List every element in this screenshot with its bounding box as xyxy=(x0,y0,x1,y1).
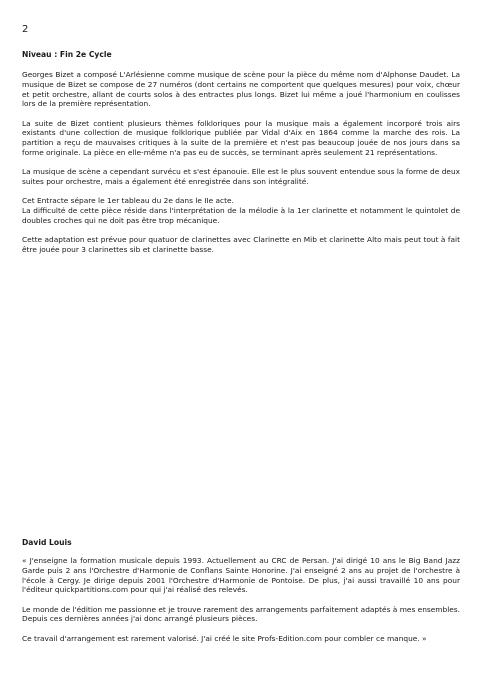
bio-paragraph-career: « J'enseigne la formation musicale depuis 1993. Actuellement au CRC de Persan. J'ai dirigé 10 ans le Big Band Jazz Garde puis 2 ans l'Orchestre d'Harmonie de Conflans Sainte Honorine. J'ai enseigné 2 ans au projet de l'orchestre à l'école à Cergy. Je dirige depuis 2001 l'Orchestre d'Harmonie de Pontoise. De plus, j'ai aussi travaillé 10 ans pour l'éditeur quickpartitions.com pour qui j'ai réalisé des relevés. xyxy=(22,556,460,595)
paragraph-suite: La suite de Bizet contient plusieurs thèmes folkloriques pour la musique mais a également incorporé trois airs existants d'une collection de musique folklorique publiée par Vidal d'Aix en 1864 comme la marche des rois. La partition a reçu de mauvaises critiques à la suite de la première et n'est pas beaucoup jouée de nos jours dans sa forme originale. La pièce en elle-même n'a pas eu de succès, se terminant après seulement 21 représentations. xyxy=(22,118,460,158)
paragraph-survival: La musique de scène a cependant survécu et s'est épanouie. Elle est le plus souvent entendue sous la forme de deux suites pour orchestre, mais a également été enregistrée dans son intégralité. xyxy=(22,167,460,187)
description-body xyxy=(22,70,460,264)
author-bio xyxy=(22,556,460,653)
page-number: 2 xyxy=(22,24,29,35)
paragraph-intro: Georges Bizet a composé L'Arlésienne comme musique de scène pour la pièce du même nom d'Alphonse Daudet. La musique de Bizet se compose de 27 numéros (dont certains ne comportent que quelques mesures) pour voix, chœur et petit orchestre, allant de courts solos à des entractes plus longs. Bizet lui même a joué l'harmonium en coulisses lors de la première représentation. xyxy=(22,70,460,109)
level-heading: Niveau : Fin 2e Cycle xyxy=(22,50,112,59)
paragraph-entracte: Cet Entracte sépare le 1er tableau du 2e dans le IIe acte. La difficulté de cette pièce réside dans l'interprétation de la mélodie à la 1er clarinette et notamment le quintolet de doubles croches qui ne doit pas être trop mécanique. xyxy=(22,196,460,226)
bio-paragraph-site: Ce travail d'arrangement est rarement valorisé. J'ai créé le site Profs-Edition.com pour combler ce manque. » xyxy=(22,633,427,643)
author-name: David Louis xyxy=(22,538,72,547)
paragraph-adaptation: Cette adaptation est prévue pour quatuor de clarinettes avec Clarinette en Mib et clarinette Alto mais peut tout à fait être jouée pour 3 clarinettes sib et clarinette basse. xyxy=(22,235,460,255)
bio-paragraph-editing: Le monde de l'édition me passionne et je trouve rarement des arrangements parfaitement adaptés à mes ensembles. Depuis ces dernières années j'ai donc arrangé plusieurs pièces. xyxy=(22,604,460,624)
